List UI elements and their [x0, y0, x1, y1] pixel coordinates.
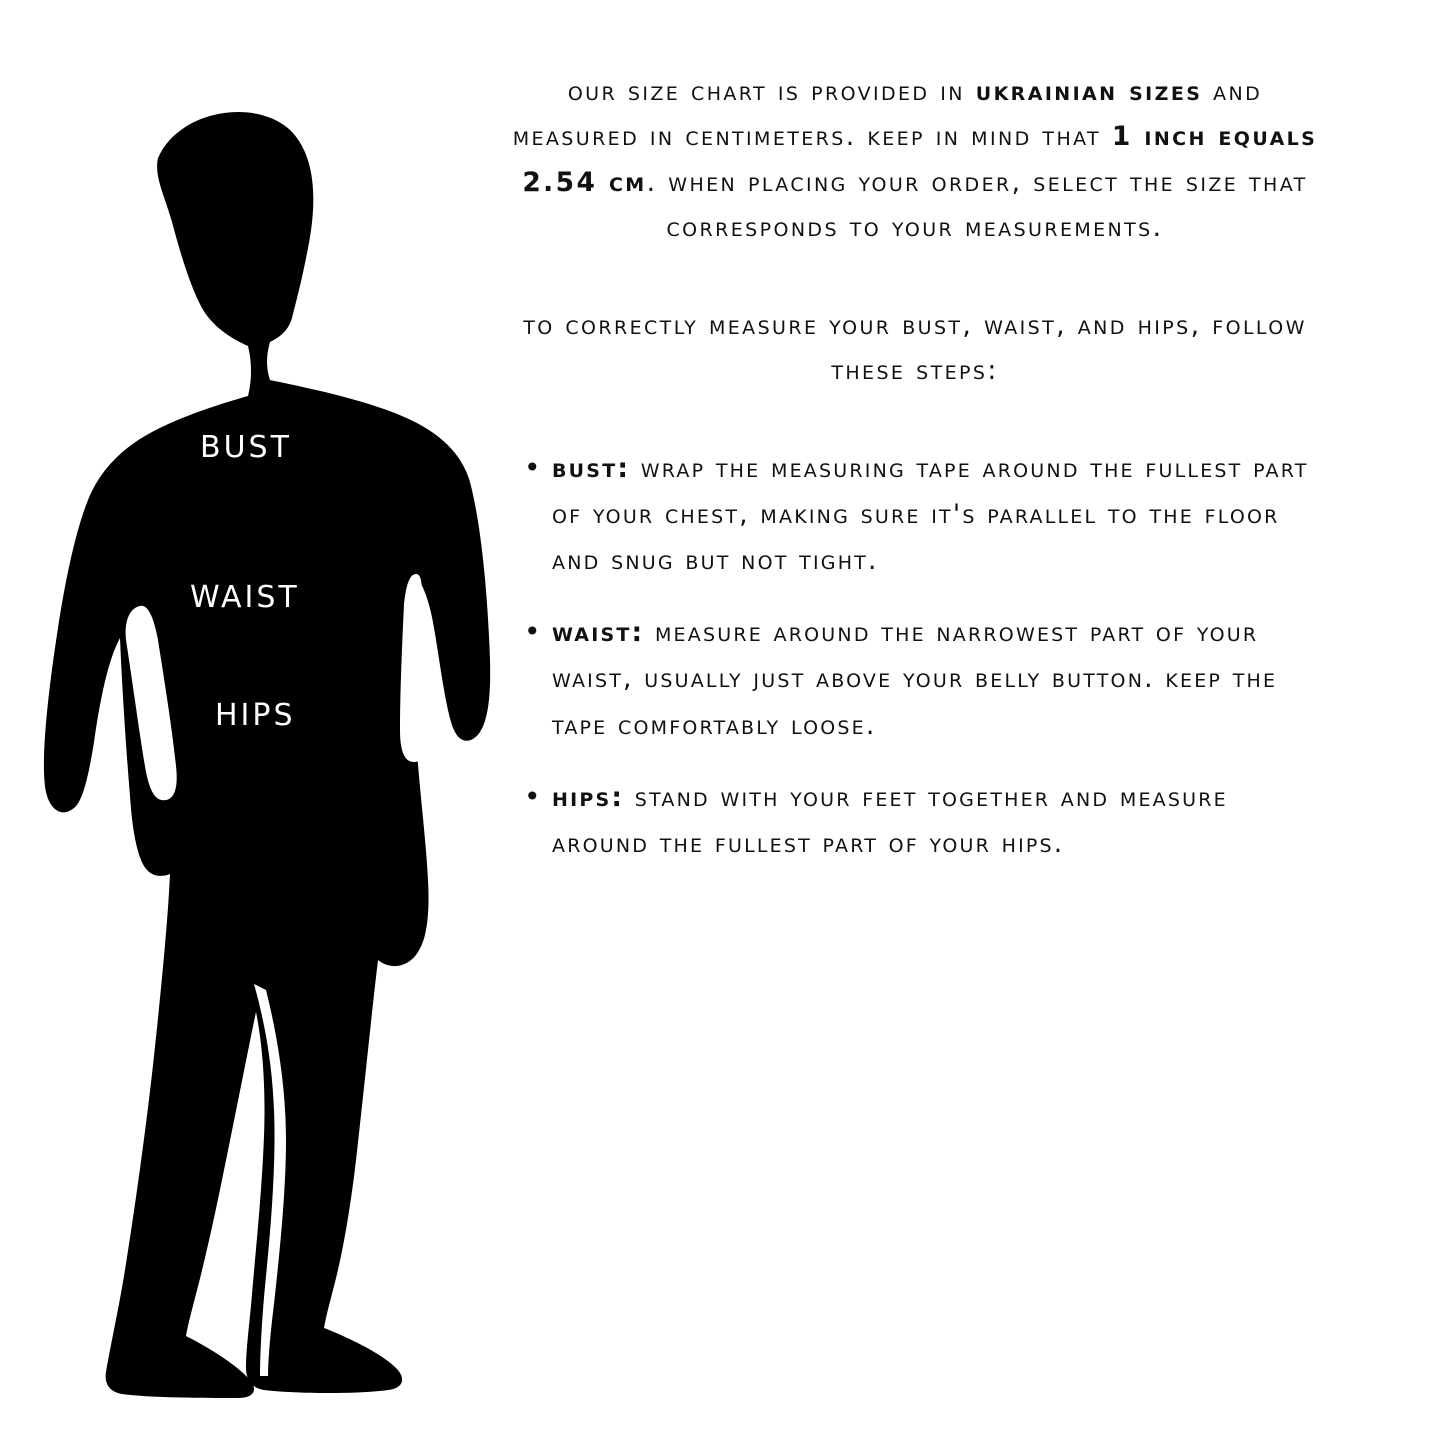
step-text-waist: measure around the narrowest part of your waist, usually just above your belly button. keep the tape comfortably loose.: [552, 617, 1278, 741]
silhouette-panel: [0, 0, 510, 1445]
intro-line-1: our size chart is provided in: [567, 75, 976, 107]
instructions-heading: to correctly measure your bust, waist, and hips, follow these steps:: [523, 309, 1307, 387]
step-text-hips: stand with your feet together and measure around the fullest part of your hips.: [552, 781, 1228, 859]
intro-emphasis-ukrainian-sizes: ukrainian sizes: [975, 75, 1203, 107]
list-item: [510, 446, 1320, 584]
step-term-waist: waist:: [552, 617, 645, 649]
step-term-hips: hips:: [552, 781, 625, 813]
list-item: [510, 775, 1320, 867]
body-silhouette-icon: [30, 80, 500, 1400]
figure-label-waist: WAIST: [190, 580, 300, 615]
intro-emphasis-inch-conversion: 1 inch equals 2.54 cm: [522, 121, 1318, 198]
figure-label-hips: HIPS: [215, 698, 296, 733]
measurement-steps-list: [510, 446, 1320, 867]
intro-paragraph: [510, 69, 1320, 251]
intro-line-3: . when placing your order, select the size that corresponds to your measurements.: [646, 166, 1308, 244]
step-text-bust: wrap the measuring tape around the fullest part of your chest, making sure it's parallel to the floor and snug but not tight.: [552, 452, 1309, 577]
instructions-panel: [510, 42, 1320, 893]
intro-line-2: and measured in centimeters. keep in mind that: [512, 75, 1263, 153]
figure-label-bust: BUST: [200, 430, 292, 465]
step-term-bust: bust:: [552, 452, 631, 484]
list-item: [510, 610, 1320, 748]
